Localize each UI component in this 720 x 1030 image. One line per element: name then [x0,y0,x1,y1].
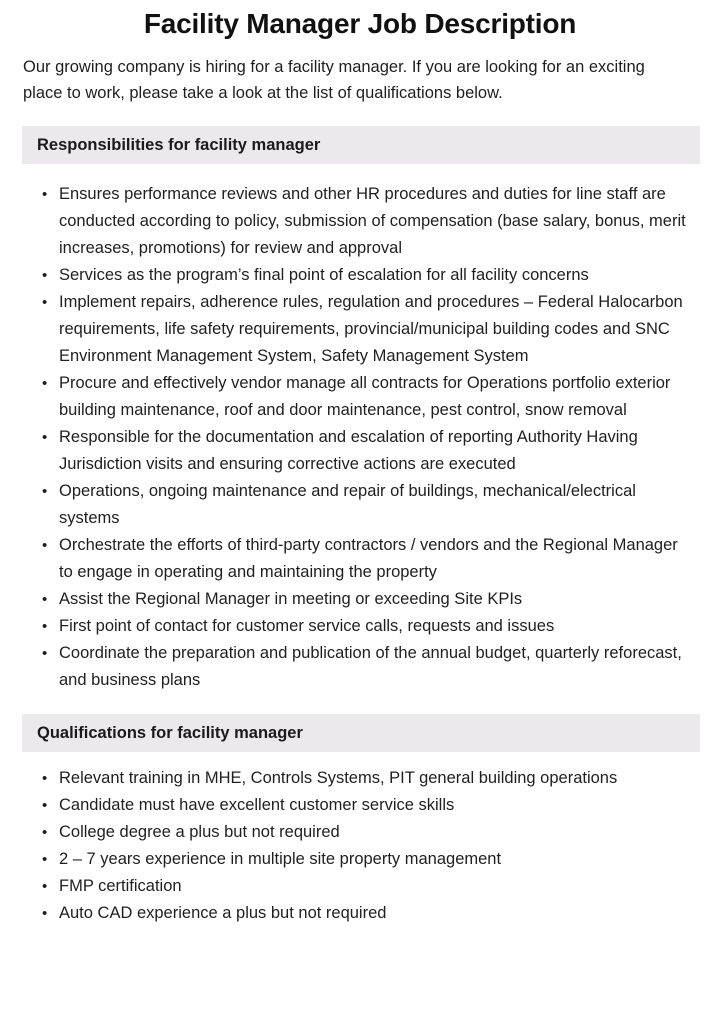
page-title: Facility Manager Job Description [143,8,577,39]
section-header-qualifications [22,714,700,752]
bullet-icon: • [42,905,48,922]
list-item [0,846,720,873]
section-header-responsibilities [22,126,700,164]
list-item-text: Ensures performance reviews and other HR procedures and duties for line staff are conducted according to policy, submission of compensation (base salary, bonus, merit increases, promotions) for review and approval [59,185,686,257]
bullet-icon: • [42,618,48,635]
responsibilities-list [0,164,720,694]
list-item [0,370,720,424]
bullet-icon: • [42,267,48,284]
list-item-text: Implement repairs, adherence rules, regulation and procedures – Federal Halocarbon requirements, life safety requirements, provincial/municipal building codes and SNC Environment Management System, Safety Management System [59,293,683,365]
bullet-icon: • [42,851,48,868]
list-item [0,765,720,792]
bullet-icon: • [42,878,48,895]
bullet-icon: • [42,770,48,787]
list-item [0,900,720,927]
list-item [0,613,720,640]
list-item-text: Auto CAD experience a plus but not required [59,904,387,922]
list-item [0,478,720,532]
list-item [0,873,720,900]
list-item [0,640,720,694]
bullet-icon: • [42,186,48,203]
bullet-icon: • [42,429,48,446]
bullet-icon: • [42,537,48,554]
list-item-text: Procure and effectively vendor manage all contracts for Operations portfolio exterior building maintenance, roof and door maintenance, pest control, snow removal [59,374,671,419]
list-item-text: Responsible for the documentation and escalation of reporting Authority Having Jurisdiction visits and ensuring corrective actions are executed [59,428,638,473]
list-item [0,819,720,846]
list-item [0,289,720,370]
bullet-icon: • [42,797,48,814]
list-item-text: FMP certification [59,877,182,895]
section-heading-label: Qualifications for facility manager [37,724,303,742]
list-item-text: College degree a plus but not required [59,823,340,841]
list-item [0,532,720,586]
bullet-icon: • [42,294,48,311]
list-item-text: 2 – 7 years experience in multiple site property management [59,850,502,868]
list-item-text: Relevant training in MHE, Controls Systems, PIT general building operations [59,769,618,787]
bullet-icon: • [42,591,48,608]
bullet-icon: • [42,483,48,500]
bullet-icon: • [42,645,48,662]
list-item [0,424,720,478]
list-item-text: Operations, ongoing maintenance and repair of buildings, mechanical/electrical systems [59,482,636,527]
list-item [0,792,720,819]
list-item-text: Coordinate the preparation and publication of the annual budget, quarterly reforecast, and business plans [59,644,682,689]
list-item [0,262,720,289]
section-responsibilities [0,126,720,694]
section-heading-label: Responsibilities for facility manager [37,136,321,154]
section-qualifications [0,714,720,927]
list-item-text: Orchestrate the efforts of third-party contractors / vendors and the Regional Manager to engage in operating and maintaining the property [59,536,678,581]
list-item-text: Assist the Regional Manager in meeting or exceeding Site KPIs [59,590,523,608]
list-item-text: Services as the program’s final point of escalation for all facility concerns [59,266,589,284]
list-item-text: Candidate must have excellent customer service skills [59,796,455,814]
bullet-icon: • [42,375,48,392]
bullet-icon: • [42,824,48,841]
list-item [0,181,720,262]
qualifications-list [0,752,720,927]
list-item-text: First point of contact for customer service calls, requests and issues [59,617,555,635]
intro-paragraph: Our growing company is hiring for a facility manager. If you are looking for an exciting place to work, please take a look at the list of qualifications below. [23,58,645,102]
list-item [0,586,720,613]
